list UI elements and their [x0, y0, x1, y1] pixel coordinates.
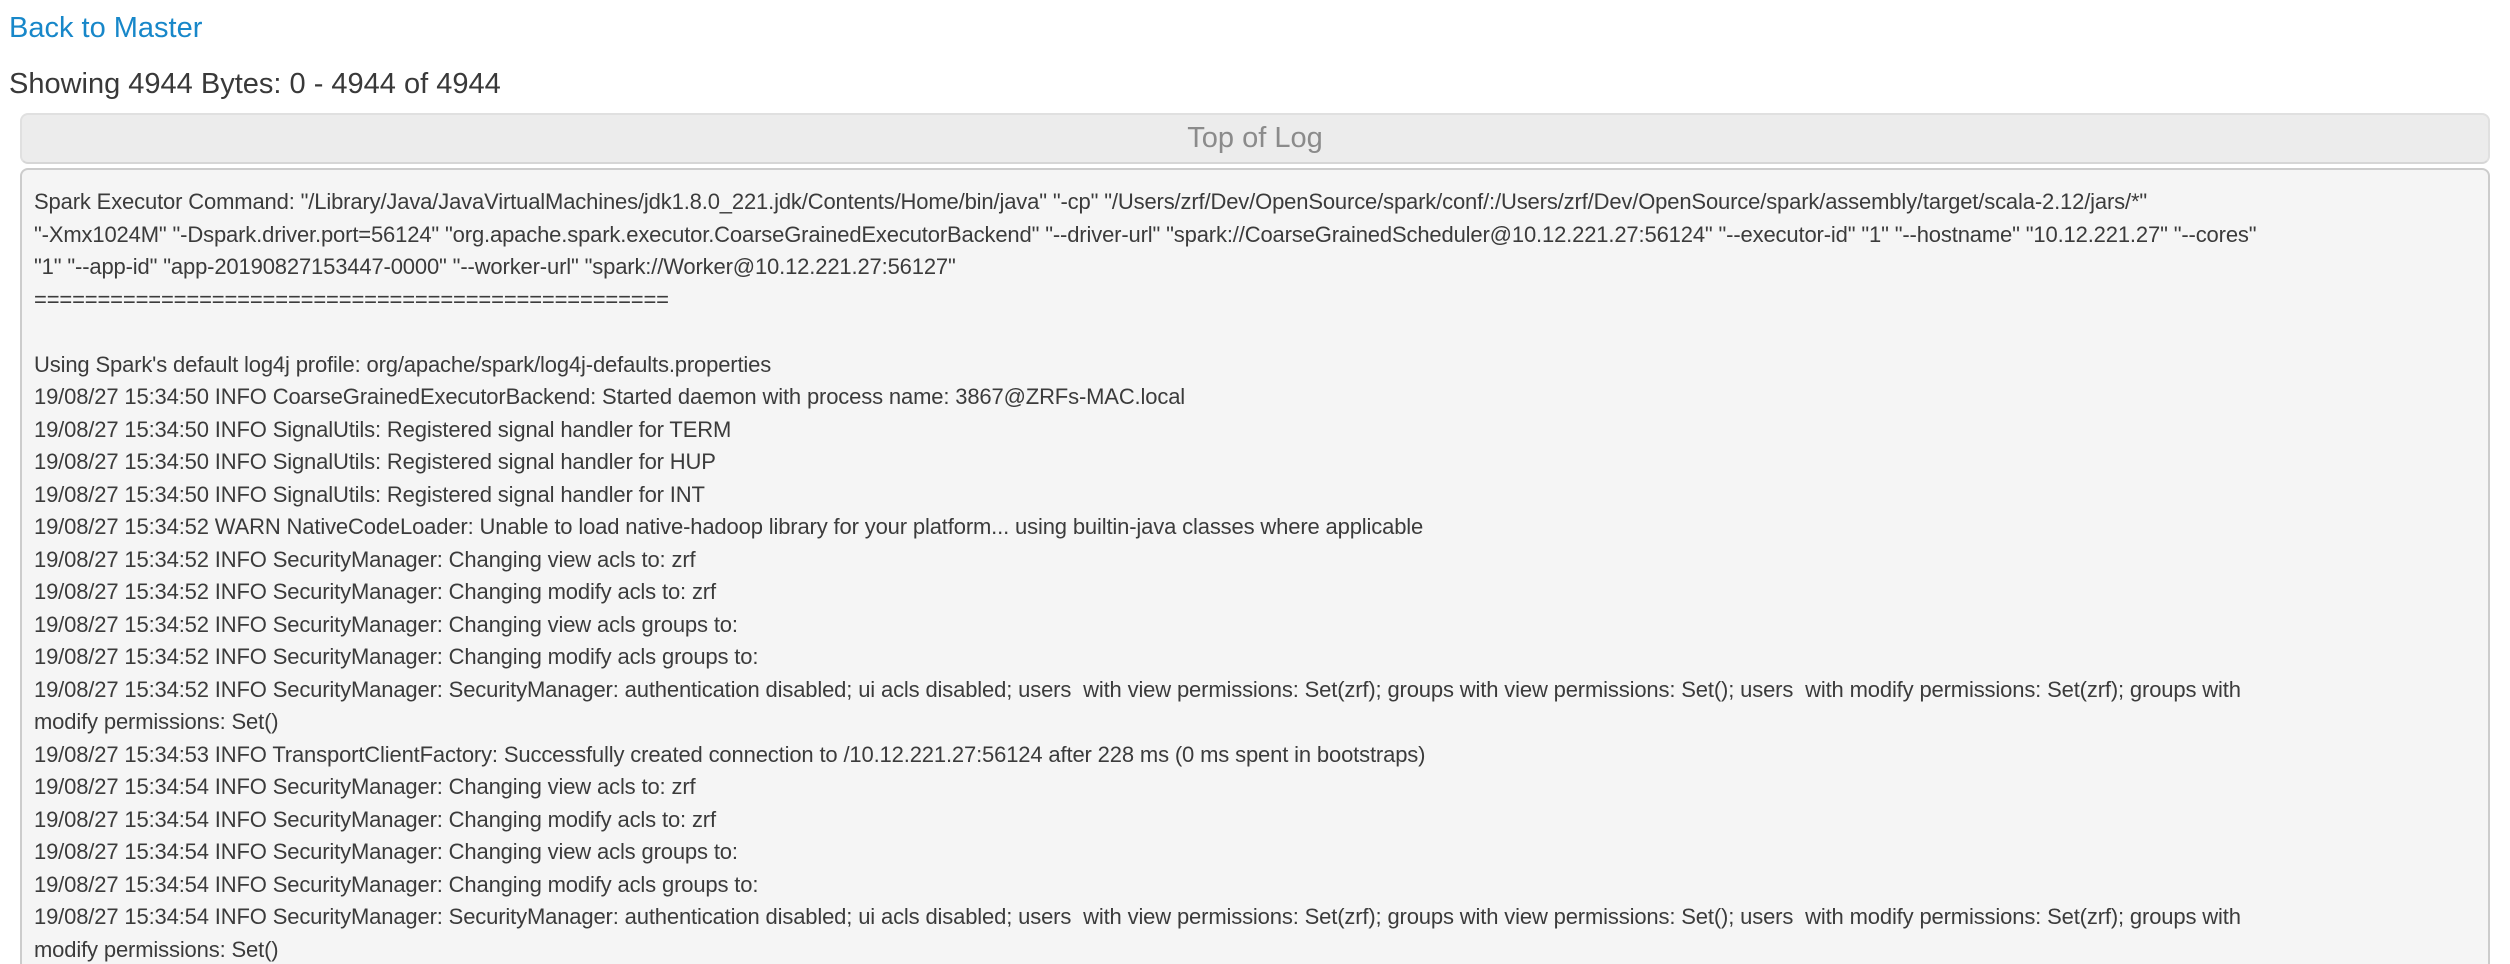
log-line: 19/08/27 15:34:54 INFO SecurityManager: SecurityManager: authentication disabled; ui acls disabled; users with view permissions: Set(zrf); groups with view permissions: Set(); users with modify permissions: Set(zrf); groups with [34, 904, 2241, 929]
log-line: 19/08/27 15:34:50 INFO SignalUtils: Registered signal handler for TERM [34, 416, 732, 442]
log-line: 19/08/27 15:34:52 INFO SecurityManager: Changing view acls to: zrf [34, 546, 696, 572]
log-line: 19/08/27 15:34:50 INFO SignalUtils: Registered signal handler for INT [34, 481, 705, 507]
log-line: "1" "--app-id" "app-20190827153447-0000" "--worker-url" "spark://Worker@10.12.221.27:56127" [34, 254, 956, 279]
log-line: ================================================== [34, 286, 669, 312]
back-link-container [0, 0, 2510, 45]
top-of-log-button-label: Top of Log [1187, 122, 1323, 154]
log-line: 19/08/27 15:34:54 INFO SecurityManager: Changing view acls groups to: [34, 839, 738, 864]
log-line: 19/08/27 15:34:52 INFO SecurityManager: Changing modify acls to: zrf [34, 579, 716, 604]
log-line: 19/08/27 15:34:52 INFO SecurityManager: Changing modify acls groups to: [34, 644, 759, 669]
log-line: 19/08/27 15:34:54 INFO SecurityManager: Changing modify acls groups to: [34, 871, 759, 897]
log-line: modify permissions: Set() [34, 709, 279, 734]
byte-range-text: Showing 4944 Bytes: 0 - 4944 of 4944 [9, 68, 501, 100]
log-line: 19/08/27 15:34:54 INFO SecurityManager: Changing modify acls to: zrf [34, 806, 716, 832]
log-line: 19/08/27 15:34:50 INFO SignalUtils: Registered signal handler for HUP [34, 449, 716, 474]
log-line: 19/08/27 15:34:52 WARN NativeCodeLoader: Unable to load native-hadoop library for your platform... using builtin-java classes where applicable [34, 514, 1424, 539]
top-of-log-button[interactable] [20, 113, 2490, 164]
log-line: 19/08/27 15:34:52 INFO SecurityManager: SecurityManager: authentication disabled; ui acls disabled; users with view permissions: Set(zrf); groups with view permissions: Set(); users with modify permissions: Set(zrf); groups with [34, 676, 2241, 702]
log-line: 19/08/27 15:34:54 INFO SecurityManager: Changing view acls to: zrf [34, 774, 696, 799]
log-line: 19/08/27 15:34:50 INFO CoarseGrainedExecutorBackend: Started daemon with process name: 3867@ZRFs-MAC.local [34, 384, 1186, 409]
log-line: 19/08/27 15:34:52 INFO SecurityManager: Changing view acls groups to: [34, 611, 738, 637]
log-line: Spark Executor Command: "/Library/Java/JavaVirtualMachines/jdk1.8.0_221.jdk/Contents/Home/bin/java" "-cp" "/Users/zrf/Dev/OpenSource/spark/conf/:/Users/zrf/Dev/OpenSource/spark/assembly/target/scala-2.12/jars/*" [34, 189, 2148, 214]
log-line: "-Xmx1024M" "-Dspark.driver.port=56124" "org.apache.spark.executor.CoarseGrainedExecutorBackend" "--driver-url" "spark://CoarseGrainedScheduler@10.12.221.27:56124" "--executor-id" "1" "--hostname" "10.12.221.27" "--cores" [34, 221, 2257, 247]
log-line: modify permissions: Set() [34, 936, 279, 962]
log-line [34, 316, 2476, 349]
log-line: 19/08/27 15:34:53 INFO TransportClientFactory: Successfully created connection to /10.12.221.27:56124 after 228 ms (0 ms spent in bootstraps) [34, 741, 1426, 767]
log-content-panel [20, 168, 2490, 964]
back-to-master-link[interactable]: Back to Master [9, 12, 203, 44]
log-line: Using Spark's default log4j profile: org/apache/spark/log4j-defaults.properties [34, 351, 772, 377]
